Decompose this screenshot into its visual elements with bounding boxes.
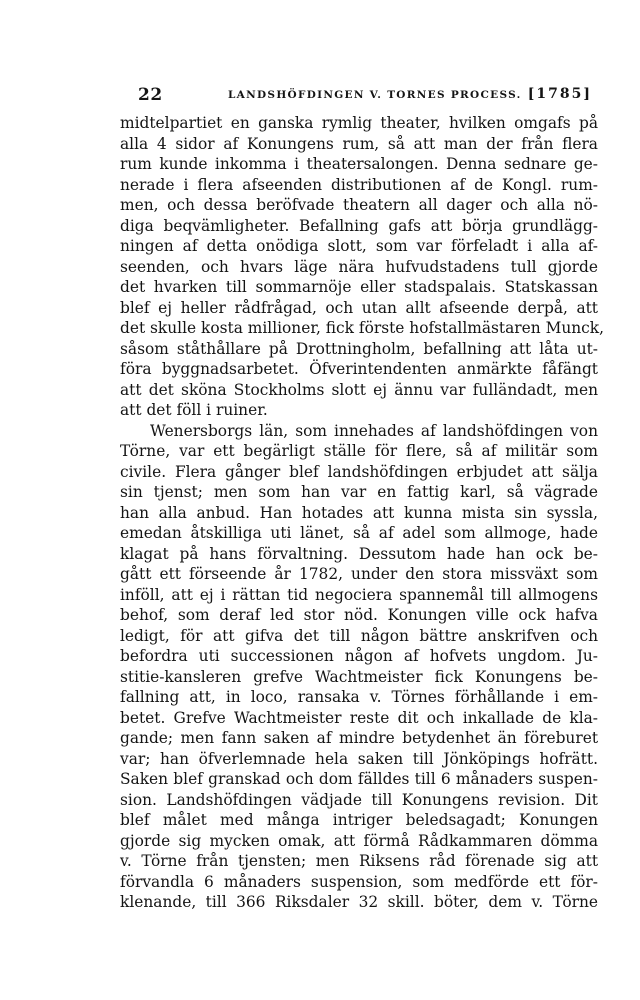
text-line: det hvarken till sommarnöje eller stadspalais. Statskassan bbox=[120, 278, 598, 296]
text-line: föra byggnadsarbetet. Öfverintendenten anmärkte fåfängt bbox=[120, 360, 598, 378]
text-line: alla 4 sidor af Konungens rum, så att man der från flera bbox=[120, 134, 598, 153]
text-line: förvandla 6 månaders suspension, som medförde ett för- bbox=[120, 872, 598, 891]
text-line: stitie-kansleren grefve Wachtmeister fick Konungens be- bbox=[120, 667, 598, 686]
text-line: att det sköna Stockholms slott ej ännu var fulländadt, men bbox=[120, 380, 598, 399]
text-line: befordra uti successionen någon af hofvets ungdom. Ju- bbox=[120, 647, 598, 665]
text-line: sin tjenst; men som han var en fattig karl, så vägrade bbox=[120, 483, 598, 501]
text-line: behof, som deraf led stor nöd. Konungen ville ock hafva bbox=[120, 606, 598, 624]
text-line: ledigt, för att gifva det till någon bättre anskrifven och bbox=[120, 626, 598, 645]
text-line: såsom ståthållare på Drottningholm, befallning att låta ut- bbox=[120, 339, 598, 358]
text-line: inföll, att ej i rättan tid negociera spannemål till allmogens bbox=[120, 585, 598, 604]
text-line: diga beqvämligheter. Befallning gafs att börja grundlägg- bbox=[120, 216, 598, 235]
paragraph-end-line: att det föll i ruiner. bbox=[120, 401, 268, 419]
text-line: Saken blef granskad och dom fälldes till 6 månaders suspen- bbox=[120, 770, 598, 788]
running-title: LANDSHÖFDINGEN V. TORNES PROCESS. bbox=[228, 89, 522, 101]
text-line: klenande, till 366 Riksdaler 32 skill. böter, dem v. Törne bbox=[120, 893, 598, 911]
text-line: emedan åtskilliga uti länet, så af adel som allmoge, hade bbox=[120, 524, 598, 542]
text-line: betet. Grefve Wachtmeister reste dit och inkallade de kla- bbox=[120, 708, 598, 727]
text-line: blef målet med många intriger beledsagadt; Konungen bbox=[120, 811, 598, 829]
text-line: Törne, var ett begärligt ställe för flere, så af militär som bbox=[120, 442, 598, 460]
body-text bbox=[120, 113, 604, 913]
text-line: seenden, och hvars läge nära hufvudstadens tull gjorde bbox=[120, 257, 598, 276]
text-line: sion. Landshöfdingen vädjade till Konungens revision. Dit bbox=[120, 790, 598, 809]
text-line: v. Törne från tjensten; men Riksens råd förenade sig att bbox=[120, 852, 598, 870]
text-line: midtelpartiet en ganska rymlig theater, hvilken omgafs på bbox=[120, 114, 598, 132]
text-line: gande; men fann saken af mindre betydenhet än föreburet bbox=[120, 729, 598, 747]
paragraph-start-line: Wenersborgs län, som innehades af landshöfdingen von bbox=[150, 421, 598, 440]
text-line: fallning att, in loco, ransaka v. Törnes förhållande i em- bbox=[120, 688, 598, 706]
header-year: [1785] bbox=[527, 86, 592, 102]
text-line: blef ej heller rådfrågad, och utan allt afseende derpå, att bbox=[120, 298, 598, 317]
text-line: det skulle kosta millioner, fick förste hofstallmästaren Munck, bbox=[120, 319, 604, 337]
text-line: var; han öfverlemnade hela saken till Jönköpings hofrätt. bbox=[120, 749, 598, 768]
page-header bbox=[120, 85, 598, 109]
text-line: gjorde sig mycken omak, att förmå Rådkammaren dömma bbox=[120, 831, 598, 850]
page-number: 22 bbox=[138, 85, 163, 105]
text-line: rum kunde inkomma i theatersalongen. Denna sednare ge- bbox=[120, 155, 598, 173]
text-line: men, och dessa beröfvade theatern all dager och alla nö- bbox=[120, 196, 598, 214]
text-line: gått ett förseende år 1782, under den stora missväxt som bbox=[120, 565, 598, 583]
text-line: nerade i flera afseenden distributionen af de Kongl. rum- bbox=[120, 175, 598, 194]
text-line: civile. Flera gånger blef landshöfdingen erbjudet att sälja bbox=[120, 462, 598, 481]
text-line: han alla anbud. Han hotades att kunna mista sin syssla, bbox=[120, 503, 598, 522]
text-line: ningen af detta onödiga slott, som var förfeladt i alla af- bbox=[120, 237, 598, 255]
text-line: klagat på hans förvaltning. Dessutom hade han ock be- bbox=[120, 544, 598, 563]
